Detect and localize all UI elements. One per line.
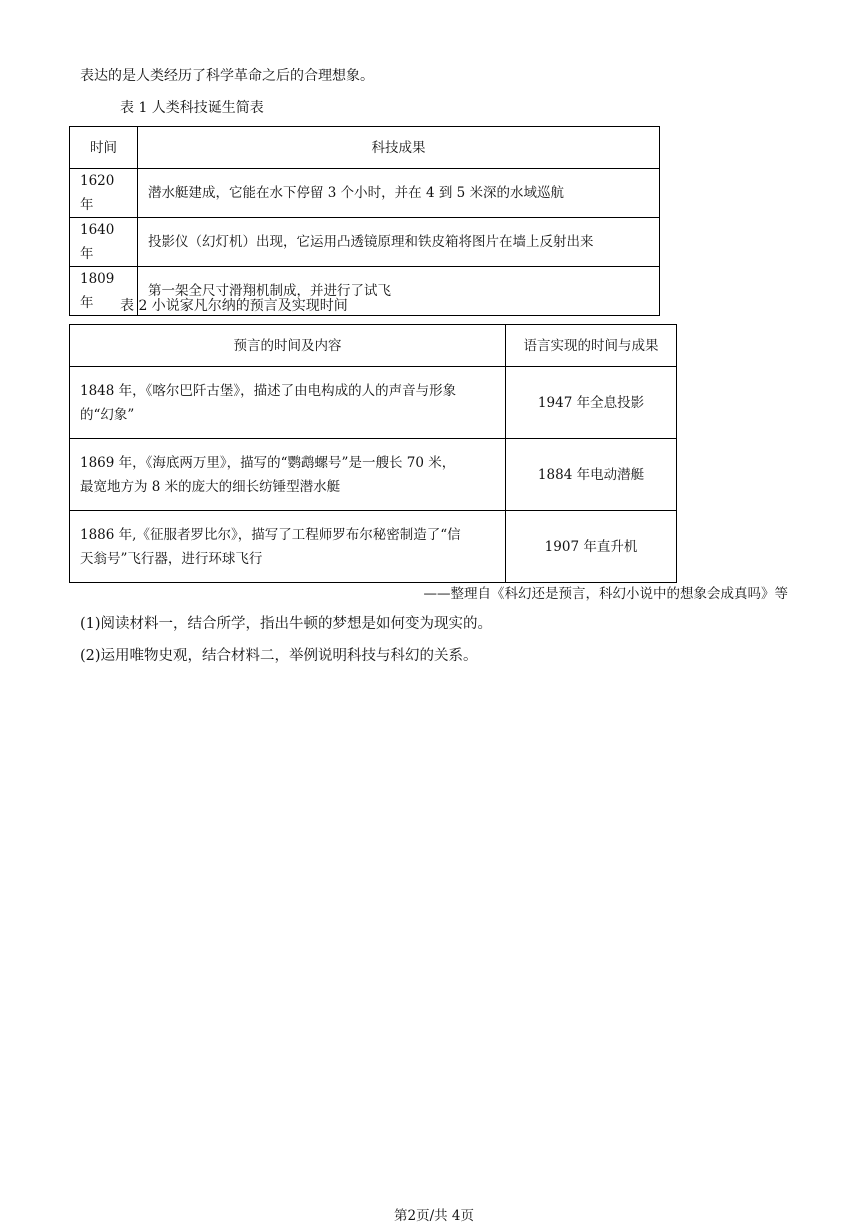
table2-prophecy-line1: 1848 年，《喀尔巴阡古堡》，描述了由电构成的人的声音与形象 (80, 382, 457, 399)
table1-header-time: 时间 (70, 127, 138, 169)
table2-prophecy-line2: 的“幻象” (80, 406, 135, 423)
table-row (70, 218, 660, 267)
table1-content: 投影仪（幻灯机）出现，它运用凸透镜原理和铁皮箱将图片在墙上反射出来 (138, 218, 660, 267)
table-row (70, 439, 677, 511)
intro-text: 表达的是人类经历了科学革命之后的合理想象。 (80, 68, 374, 84)
page-footer: 第2页/共 4页 (393, 1208, 475, 1224)
table1-header-achievement: 科技成果 (138, 127, 660, 169)
question-1: (1)阅读材料一，结合所学，指出牛顿的梦想是如何变为现实的。 (80, 616, 493, 632)
table2-prophecy (70, 439, 506, 511)
table1-year: 1640 年 (70, 218, 138, 267)
table2-prophecy (70, 511, 506, 583)
table2-header-result: 语言实现的时间与成果 (506, 325, 677, 367)
table2-header-row (70, 325, 677, 367)
table1-year: 1620 年 (70, 169, 138, 218)
table2-prophecy-line1: 1886 年,《征服者罗比尔》，描写了工程师罗布尔秘密制造了“信 (80, 526, 461, 543)
table2-prophecy-line2: 最宽地方为 8 米的庞大的细长纺锤型潜水艇 (80, 478, 341, 495)
table-row (70, 511, 677, 583)
table1-content: 第一架全尺寸滑翔机制成，并进行了试飞 (138, 267, 660, 316)
table-row (70, 367, 677, 439)
table2-result: 1907 年直升机 (506, 511, 677, 583)
table1 (69, 126, 660, 316)
table2-prophecy-line1: 1869 年，《海底两万里》，描写的“鹦鹉螺号”是一艘长 70 米， (80, 454, 456, 471)
question-2: (2)运用唯物史观，结合材料二，举例说明科技与科幻的关系。 (80, 648, 478, 664)
table2-result: 1884 年电动潜艇 (506, 439, 677, 511)
table2 (69, 324, 677, 583)
table2-result: 1947 年全息投影 (506, 367, 677, 439)
table1-content: 潜水艇建成，它能在水下停留 3 个小时，并在 4 到 5 米深的水域巡航 (138, 169, 660, 218)
table2-prophecy-line2: 天翁号”飞行器，进行环球飞行 (80, 550, 263, 567)
table-row (70, 169, 660, 218)
table1-caption: 表 1 人类科技诞生简表 (120, 100, 264, 116)
table2-caption: 表 2 小说家凡尔纳的预言及实现时间 (120, 298, 348, 314)
table1-year: 1809 年 (70, 267, 138, 316)
table2-header-prophecy: 预言的时间及内容 (70, 325, 506, 367)
source-citation: ——整理自《科幻还是预言，科幻小说中的想象会成真吗》等 (423, 586, 788, 602)
table2-prophecy (70, 367, 506, 439)
table1-header-row (70, 127, 660, 169)
